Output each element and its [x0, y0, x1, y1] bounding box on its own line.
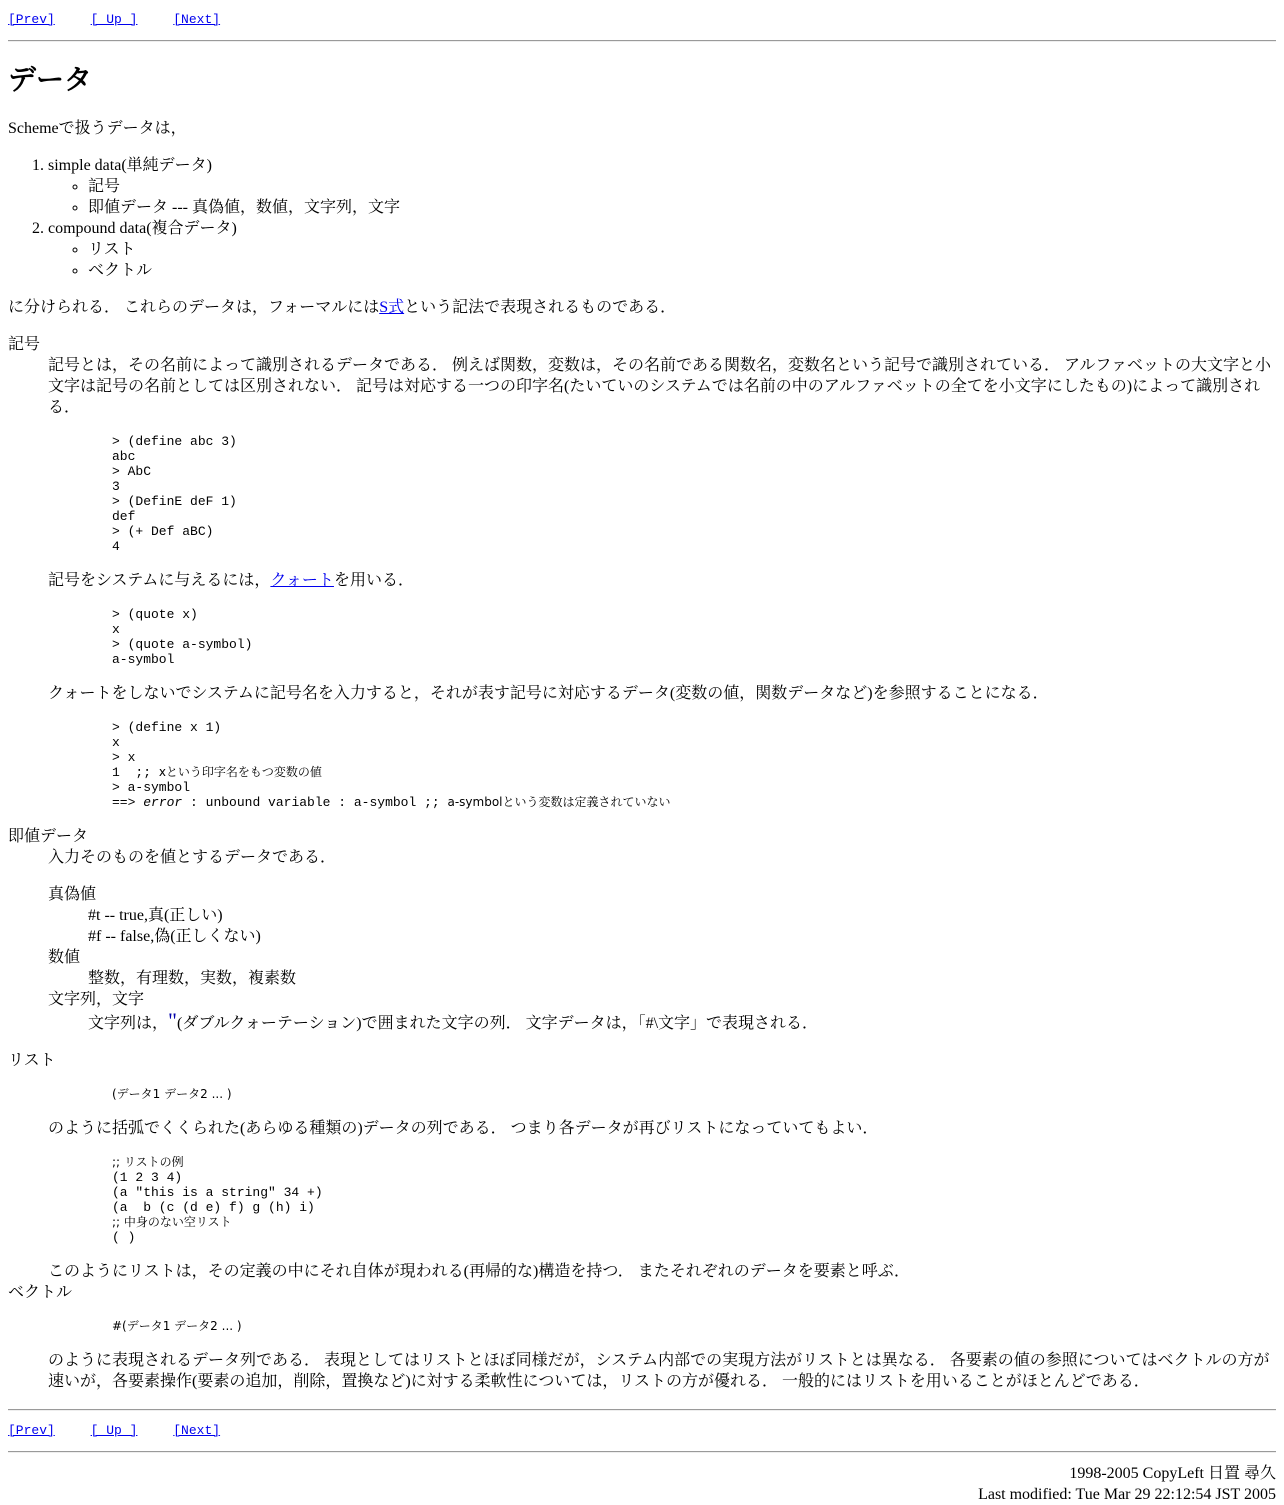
category-simple: [48, 155, 1276, 218]
category-label: compound data(複合データ): [48, 220, 237, 237]
list-item: ◦ ベクトル: [88, 260, 1276, 281]
list-syntax-text: (データ1 データ2 ... ): [112, 1087, 232, 1101]
code-error-rest: : unbound variable : a-symbol ;;: [182, 795, 448, 810]
symbol-section: [48, 355, 1276, 810]
code-comment: ;; リストの例: [112, 1155, 184, 1169]
code-line: > (define x 1): [112, 720, 222, 735]
symbol-code-example-3: [112, 720, 1276, 810]
symbol-description: 記号とは，その名前によって識別されるデータである． 例えば関数，変数は，その名前である関数名，変数名という記号で識別されている． アルファベットの大文字と小文字は記号の名前としては区別されない． 記号は対応する一つの印字名(たいていのシステムでは名前の中のアルファベットの全てを小文字にしたもの)によって識別される．: [48, 357, 1272, 416]
vector-section: [48, 1319, 1276, 1392]
symbol-term: 記号: [8, 336, 41, 353]
footer-divider: [8, 1451, 1276, 1453]
vector-syntax-text: #(データ1 データ2 ... ): [112, 1319, 242, 1333]
string-term: 文字列，文字: [48, 991, 145, 1008]
code-line: 1 ;;: [112, 765, 159, 780]
top-nav: [8, 11, 1276, 29]
code-line: (a b (c (d e) f) g (h) i): [112, 1200, 315, 1215]
next-link[interactable]: [Next]: [173, 1423, 221, 1438]
symbol-code-example-2: > (quote x) x > (quote a-symbol) a-symbol: [112, 607, 253, 667]
code-line: ( ): [112, 1230, 136, 1245]
copyright: 1998-2005 CopyLeft 日置 尋久: [1069, 1465, 1276, 1482]
list-item: ◦ リスト: [88, 239, 1276, 260]
code-line: x: [112, 735, 120, 750]
prev-link[interactable]: [Prev]: [8, 1423, 55, 1438]
data-categories-list: [8, 155, 1276, 281]
list-section: [48, 1087, 1276, 1282]
quote-text: [48, 570, 1276, 591]
code-line: (a "this is a string" 34 +): [112, 1185, 323, 1200]
summary-before: に分けられる． これらのデータは，フォーマルには: [8, 299, 380, 316]
error-word: error: [143, 795, 183, 810]
symbol-code-example-1: > (define abc 3) abc > AbC 3 > (DefinE deF 1) def > (+ Def aBC) 4: [112, 434, 237, 554]
code-comment: ;; 中身のない空リスト: [112, 1215, 232, 1229]
code-line: > x: [112, 750, 136, 765]
last-modified: Last modified: Tue Mar 29 22:12:54 JST 2005: [978, 1486, 1276, 1503]
boolean-term: 真偽値: [48, 886, 97, 903]
quote-link[interactable]: クォート: [270, 572, 334, 589]
list-term: リスト: [8, 1052, 56, 1069]
summary-after: という記法で表現されるものである．: [404, 299, 677, 316]
double-quote-glyph: ": [168, 1008, 177, 1033]
code-line: (1 2 3 4): [112, 1170, 183, 1185]
list-recursive-text: このようにリストは，その定義の中にそれ自体が現われる(再帰的な)構造を持つ． またそれぞれのデータを要素と呼ぶ．: [48, 1263, 911, 1280]
code-comment: a-symbolという変数は定義されていない: [447, 795, 671, 809]
top-divider: [8, 40, 1276, 42]
immediate-section: [48, 847, 1276, 1034]
data-definitions: [8, 334, 1276, 1034]
boolean-true: #t -- true,真(正しい): [88, 907, 223, 924]
bottom-divider: [8, 1409, 1276, 1411]
code-comment: xという印字名をもつ変数の値: [158, 765, 322, 779]
bottom-nav: [8, 1422, 1276, 1440]
list-description: のように括弧でくくられた(あらゆる種類の)データの列である． つまり各データが再びリストになっていてもよい．: [48, 1120, 879, 1137]
immediate-description: 入力そのものを値とするデータである．: [48, 849, 337, 866]
code-line: > a-symbol: [112, 780, 191, 795]
noquote-text: クォートをしないでシステムに記号名を入力すると，それが表す記号に対応するデータ(変数の値，関数データなど)を参照することになる．: [48, 685, 1049, 702]
vector-syntax: [112, 1319, 1276, 1334]
s-expression-link[interactable]: S式: [379, 299, 405, 316]
prev-link[interactable]: [Prev]: [8, 12, 55, 27]
list-syntax: [112, 1087, 1276, 1102]
category-compound: [48, 218, 1276, 281]
category-label: simple data(単純データ): [48, 157, 212, 174]
vector-description: のように表現されるデータ列である． 表現としてはリストとほぼ同様だが，システム内部での実現方法がリストとは異なる． 各要素の値の参照についてはベクトルの方が速いが，各要素操作(要素の追加，削除，置換など)に対する柔軟性については，リストの方が優れる． 一般的にはリストを用いることがほとんどである．: [48, 1352, 1270, 1390]
vector-term: ベクトル: [8, 1284, 73, 1301]
footer: [8, 1463, 1276, 1505]
number-term: 数値: [48, 949, 81, 966]
code-arrow: ==>: [112, 795, 144, 810]
string-description: [88, 1010, 1276, 1034]
boolean-false: #f -- false,偽(正しくない): [88, 928, 261, 945]
immediate-term: 即値データ: [8, 828, 89, 845]
summary-text: [8, 297, 1276, 318]
compound-definitions: [8, 1050, 1276, 1392]
quote-after: を用いる．: [333, 572, 414, 589]
string-after: (ダブルクォーテーション)で囲まれた文字の列． 文字データは，「#\文字」で表現される．: [177, 1015, 819, 1032]
list-item: ◦ 記号: [88, 176, 1276, 197]
up-link[interactable]: [ Up ]: [90, 1423, 138, 1438]
string-before: 文字列は，: [88, 1015, 169, 1032]
intro-text: Schemeで扱うデータは，: [8, 120, 187, 137]
page-title: データ: [8, 65, 93, 96]
list-examples: [112, 1155, 1276, 1245]
next-link[interactable]: [Next]: [173, 12, 221, 27]
up-link[interactable]: [ Up ]: [90, 12, 138, 27]
immediate-types: [48, 884, 1276, 1034]
list-item: ◦ 即値データ --- 真偽値，数値，文字列，文字: [88, 197, 1276, 218]
number-description: 整数，有理数，実数，複素数: [88, 970, 297, 987]
quote-before: 記号をシステムに与えるには，: [48, 572, 271, 589]
